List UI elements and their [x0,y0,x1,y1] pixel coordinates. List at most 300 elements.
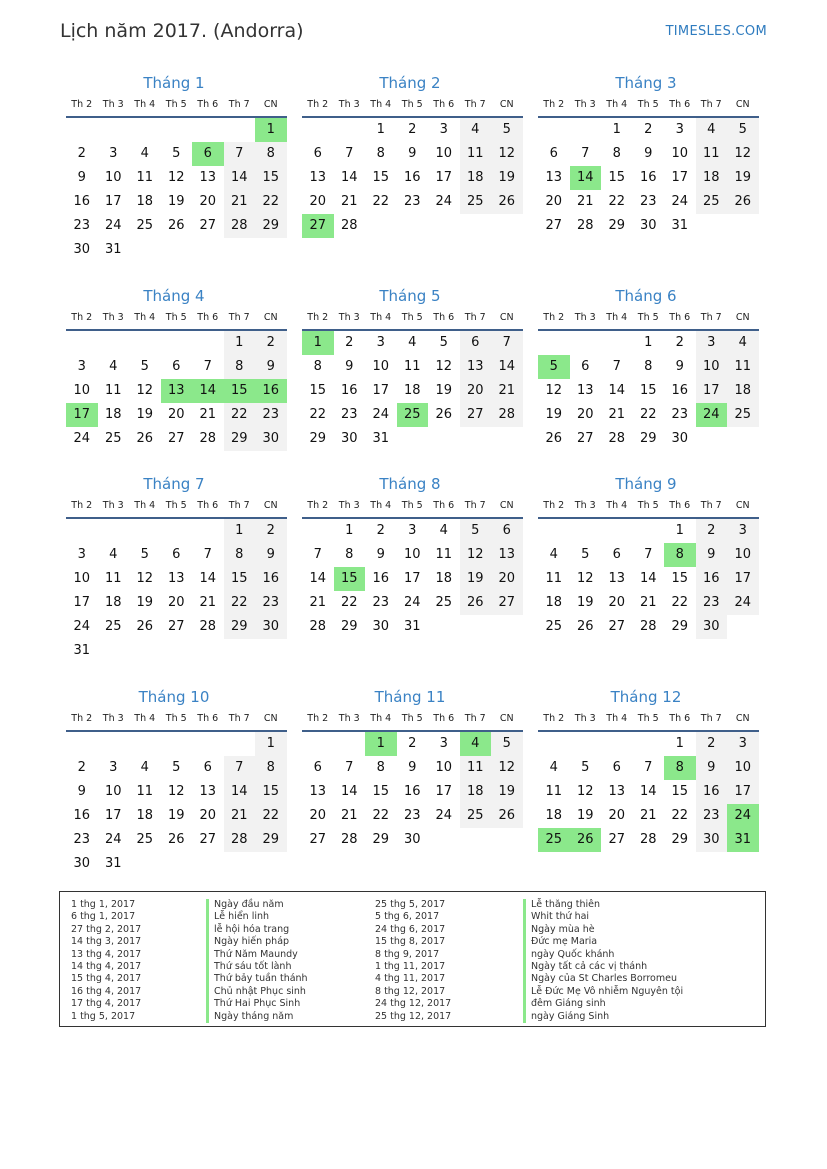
month-name: Tháng 8 [379,475,441,493]
day-cell: 19 [167,194,185,209]
brand-link[interactable]: TIMESLES.COM [665,24,767,39]
day-cell: 16 [403,170,421,185]
day-cell: 30 [73,856,91,871]
weekday-header: Th 5 [397,307,429,331]
weekday-header: Th 6 [664,708,696,732]
day-cell: 22 [224,403,256,427]
day-cell: 14 [491,355,523,379]
day-cell: 25 [460,804,492,828]
day-cell: 17 [104,808,122,823]
day-cell: 17 [372,383,390,398]
day-cell: 15 [372,170,390,185]
day-cell: 17 [73,595,91,610]
legend-date: 4 thg 11, 2017 [375,973,446,985]
day-cell: 20 [167,595,185,610]
day-cell: 26 [570,828,602,852]
day-cell: 18 [460,780,492,804]
weekday-header: Th 6 [428,94,460,118]
weekday-header: Th 4 [365,94,397,118]
empty-day [570,732,602,756]
day-cell: 3 [696,331,728,355]
day-cell: 9 [644,146,653,161]
day-cell: 28 [639,619,657,634]
weekday-header: Th 6 [428,495,460,519]
day-cell: 22 [372,808,390,823]
legend-date: 1 thg 1, 2017 [71,899,136,910]
month-block [60,473,282,663]
weekday-header: Th 4 [129,495,161,519]
day-cell: 7 [644,760,653,775]
day-cell: 11 [136,784,154,799]
day-cell: 10 [104,170,122,185]
day-cell: 10 [435,146,453,161]
month-name: Tháng 12 [610,688,682,706]
weekday-header: Th 7 [224,495,256,519]
day-cell: 6 [491,519,523,543]
weekday-header: CN [255,94,287,118]
day-cell: 5 [491,732,523,756]
weekday-header: Th 7 [460,94,492,118]
day-cell: 12 [576,784,594,799]
day-cell: 21 [224,190,256,214]
day-cell: 29 [309,431,327,446]
day-cell: 20 [608,808,626,823]
day-cell: 1 [612,122,621,137]
weekday-header: Th 4 [365,495,397,519]
day-cell: 24 [727,591,759,615]
day-cell: 20 [309,194,327,209]
day-cell: 30 [255,427,287,451]
month-block [60,285,282,451]
weekday-header: Th 5 [161,708,193,732]
day-cell: 23 [639,194,657,209]
legend-holiday-name: Ngày hiến pháp [206,936,308,948]
empty-day [192,118,224,142]
day-cell: 24 [372,407,390,422]
month-days-grid [538,495,754,639]
legend-dates-col-1 [71,899,141,1023]
legend-holiday-name: ngày Giáng Sinh [523,1011,683,1023]
day-cell: 28 [608,431,626,446]
legend-date: 1 thg 5, 2017 [71,1010,136,1022]
month-days-grid [538,94,754,238]
day-cell: 9 [77,170,86,185]
day-cell: 24 [435,194,453,209]
day-cell: 30 [696,828,728,852]
day-cell: 19 [435,383,453,398]
empty-day [334,732,366,756]
day-cell: 3 [675,122,684,137]
month-days-grid [302,94,518,238]
weekday-header: Th 6 [428,708,460,732]
day-cell: 4 [140,760,149,775]
weekday-header: Th 4 [601,94,633,118]
weekday-header: Th 4 [601,307,633,331]
day-cell: 26 [460,591,492,615]
day-cell: 16 [340,383,358,398]
weekday-header: Th 4 [129,307,161,331]
day-cell: 10 [104,784,122,799]
day-cell: 1 [302,331,334,355]
day-cell: 20 [199,808,217,823]
day-cell: 17 [104,194,122,209]
day-cell: 8 [664,756,696,780]
day-cell: 25 [696,190,728,214]
weekday-header: Th 4 [129,94,161,118]
day-cell: 23 [403,194,421,209]
weekday-header: Th 4 [365,307,397,331]
empty-day [302,732,334,756]
day-cell: 17 [403,571,421,586]
weekday-header: CN [727,495,759,519]
day-cell: 20 [491,567,523,591]
legend-date: 8 thg 12, 2017 [375,985,446,997]
month-days-grid [66,307,282,451]
day-cell: 1 [224,519,256,543]
day-cell: 6 [172,547,181,562]
day-cell: 24 [73,619,91,634]
day-cell: 19 [460,567,492,591]
day-cell: 3 [109,760,118,775]
day-cell: 28 [199,619,217,634]
day-cell: 14 [608,383,626,398]
day-cell: 4 [408,335,417,350]
day-cell: 21 [224,804,256,828]
empty-day [633,732,665,756]
month-name: Tháng 9 [615,475,677,493]
day-cell: 16 [639,170,657,185]
day-cell: 9 [77,784,86,799]
weekday-header: Th 5 [633,495,665,519]
day-cell: 15 [671,571,689,586]
day-cell: 31 [403,619,421,634]
day-cell: 6 [612,760,621,775]
weekday-header: CN [491,94,523,118]
day-cell: 13 [199,170,217,185]
day-cell: 1 [376,122,385,137]
day-cell: 28 [340,218,358,233]
day-cell: 3 [727,519,759,543]
day-cell: 25 [538,828,570,852]
weekday-header: Th 2 [302,495,334,519]
empty-day [66,519,98,543]
month-days-grid [302,307,518,451]
day-cell: 15 [255,780,287,804]
month-days-grid [66,495,282,663]
empty-day [633,519,665,543]
day-cell: 29 [224,615,256,639]
day-cell: 19 [136,595,154,610]
day-cell: 12 [491,756,523,780]
legend-dates-col-2 [375,899,451,1023]
weekday-header: Th 6 [664,495,696,519]
day-cell: 30 [639,218,657,233]
day-cell: 29 [639,431,657,446]
day-cell: 17 [435,170,453,185]
day-cell: 3 [77,359,86,374]
weekday-header: Th 3 [98,307,130,331]
day-cell: 1 [255,118,287,142]
legend-holiday-name: ngày Quốc khánh [523,949,683,961]
day-cell: 14 [340,784,358,799]
day-cell: 20 [199,194,217,209]
legend-holiday-name: lễ hội hóa trang [206,924,308,936]
day-cell: 2 [408,122,417,137]
day-cell: 4 [549,547,558,562]
day-cell: 6 [313,760,322,775]
day-cell: 13 [491,543,523,567]
day-cell: 19 [727,166,759,190]
day-cell: 12 [167,170,185,185]
day-cell: 29 [340,619,358,634]
legend-date: 16 thg 4, 2017 [71,985,142,997]
weekday-header: Th 2 [538,708,570,732]
empty-day [302,118,334,142]
day-cell: 10 [671,146,689,161]
day-cell: 7 [581,146,590,161]
day-cell: 19 [136,407,154,422]
legend-holiday-name: Thứ sáu tốt lành [206,961,308,973]
day-cell: 11 [696,142,728,166]
legend-date: 17 thg 4, 2017 [71,998,142,1010]
day-cell: 22 [639,407,657,422]
day-cell: 17 [435,784,453,799]
weekday-header: Th 3 [98,94,130,118]
legend-date: 6 thg 1, 2017 [71,911,136,923]
day-cell: 30 [403,832,421,847]
day-cell: 16 [696,780,728,804]
day-cell: 17 [727,780,759,804]
day-cell: 12 [167,784,185,799]
day-cell: 16 [255,567,287,591]
day-cell: 8 [376,146,385,161]
day-cell: 23 [696,804,728,828]
weekday-header: Th 5 [397,708,429,732]
day-cell: 9 [255,543,287,567]
day-cell: 16 [671,383,689,398]
legend-date: 13 thg 4, 2017 [71,948,142,960]
day-cell: 22 [671,595,689,610]
day-cell: 7 [313,547,322,562]
day-cell: 18 [435,571,453,586]
day-cell: 13 [608,784,626,799]
weekday-header: Th 3 [570,708,602,732]
legend-names-col-1 [206,899,308,1023]
month-block [296,473,518,639]
page-title: Lịch năm 2017. (Andorra) [60,20,304,42]
day-cell: 24 [671,194,689,209]
day-cell: 16 [372,571,390,586]
weekday-header: Th 3 [334,94,366,118]
day-cell: 23 [340,407,358,422]
weekday-header: Th 2 [66,495,98,519]
day-cell: 25 [397,403,429,427]
month-name: Tháng 10 [138,688,210,706]
day-cell: 5 [140,359,149,374]
day-cell: 28 [199,431,217,446]
day-cell: 27 [199,218,217,233]
day-cell: 5 [538,355,570,379]
month-block [60,72,282,262]
weekday-header: Th 5 [633,307,665,331]
day-cell: 28 [576,218,594,233]
weekday-header: Th 2 [302,708,334,732]
day-cell: 3 [77,547,86,562]
legend-date: 14 thg 3, 2017 [71,936,142,948]
empty-day [538,519,570,543]
day-cell: 21 [340,194,358,209]
empty-day [66,331,98,355]
day-cell: 31 [104,856,122,871]
month-block [296,686,518,852]
day-cell: 15 [224,379,256,403]
day-cell: 13 [309,784,327,799]
weekday-header: CN [491,495,523,519]
legend-date: 27 thg 2, 2017 [71,923,142,935]
empty-day [66,118,98,142]
day-cell: 20 [608,595,626,610]
empty-day [98,331,130,355]
day-cell: 11 [727,355,759,379]
weekday-header: Th 7 [696,495,728,519]
day-cell: 26 [491,804,523,828]
day-cell: 6 [192,142,224,166]
day-cell: 28 [224,214,256,238]
empty-day [538,732,570,756]
day-cell: 5 [439,335,448,350]
day-cell: 22 [671,808,689,823]
month-days-grid [66,94,282,262]
weekday-header: CN [491,307,523,331]
day-cell: 3 [109,146,118,161]
day-cell: 31 [73,643,91,658]
day-cell: 12 [136,571,154,586]
day-cell: 23 [73,832,91,847]
day-cell: 19 [491,166,523,190]
day-cell: 7 [345,760,354,775]
day-cell: 24 [696,403,728,427]
day-cell: 14 [340,170,358,185]
empty-day [192,732,224,756]
weekday-header: Th 3 [334,708,366,732]
day-cell: 11 [136,170,154,185]
legend-holiday-name: Lễ hiển linh [206,911,308,923]
day-cell: 9 [408,146,417,161]
legend-date: 5 thg 6, 2017 [375,911,440,923]
day-cell: 10 [696,355,728,379]
day-cell: 4 [696,118,728,142]
day-cell: 19 [167,808,185,823]
legend-date: 24 thg 6, 2017 [375,923,446,935]
weekday-header: CN [255,495,287,519]
month-name: Tháng 1 [143,74,205,92]
day-cell: 18 [136,194,154,209]
weekday-header: CN [727,94,759,118]
day-cell: 13 [545,170,563,185]
day-cell: 23 [372,595,390,610]
empty-day [161,331,193,355]
day-cell: 14 [199,571,217,586]
empty-day [66,732,98,756]
day-cell: 6 [203,760,212,775]
day-cell: 25 [104,431,122,446]
weekday-header: Th 4 [365,708,397,732]
day-cell: 15 [671,784,689,799]
day-cell: 4 [460,732,492,756]
day-cell: 12 [491,142,523,166]
weekday-header: CN [255,708,287,732]
day-cell: 1 [345,523,354,538]
day-cell: 27 [608,832,626,847]
weekday-header: CN [727,307,759,331]
day-cell: 28 [340,832,358,847]
day-cell: 12 [136,383,154,398]
month-name: Tháng 2 [379,74,441,92]
weekday-header: Th 6 [192,307,224,331]
day-cell: 31 [671,218,689,233]
day-cell: 18 [460,166,492,190]
day-cell: 14 [639,571,657,586]
weekday-header: Th 3 [98,708,130,732]
weekday-header: Th 7 [696,307,728,331]
day-cell: 12 [545,383,563,398]
day-cell: 7 [345,146,354,161]
month-block [532,72,754,238]
day-cell: 21 [608,407,626,422]
day-cell: 27 [302,214,334,238]
day-cell: 15 [334,567,366,591]
day-cell: 20 [545,194,563,209]
legend-date: 8 thg 9, 2017 [375,948,440,960]
day-cell: 27 [576,431,594,446]
day-cell: 11 [545,571,563,586]
day-cell: 6 [313,146,322,161]
month-name: Tháng 6 [615,287,677,305]
legend-holiday-name: Lễ thăng thiên [523,899,683,911]
day-cell: 9 [376,547,385,562]
day-cell: 17 [66,403,98,427]
weekday-header: Th 2 [538,307,570,331]
day-cell: 4 [727,331,759,355]
day-cell: 11 [460,756,492,780]
weekday-header: Th 4 [601,495,633,519]
day-cell: 6 [549,146,558,161]
day-cell: 21 [639,595,657,610]
day-cell: 27 [167,431,185,446]
day-cell: 26 [167,832,185,847]
day-cell: 8 [224,543,256,567]
legend-holiday-name: đêm Giáng sinh [523,998,683,1010]
day-cell: 21 [199,595,217,610]
day-cell: 27 [460,403,492,427]
legend-holiday-name: Ngày đầu năm [206,899,308,911]
day-cell: 24 [727,804,759,828]
day-cell: 19 [576,808,594,823]
day-cell: 22 [340,595,358,610]
weekday-header: Th 4 [601,708,633,732]
month-days-grid [66,708,282,876]
day-cell: 14 [224,780,256,804]
day-cell: 26 [545,431,563,446]
day-cell: 7 [203,359,212,374]
day-cell: 18 [545,808,563,823]
day-cell: 23 [255,591,287,615]
day-cell: 15 [309,383,327,398]
empty-day [224,118,256,142]
weekday-header: Th 6 [664,94,696,118]
weekday-header: Th 5 [161,307,193,331]
weekday-header: Th 2 [66,708,98,732]
